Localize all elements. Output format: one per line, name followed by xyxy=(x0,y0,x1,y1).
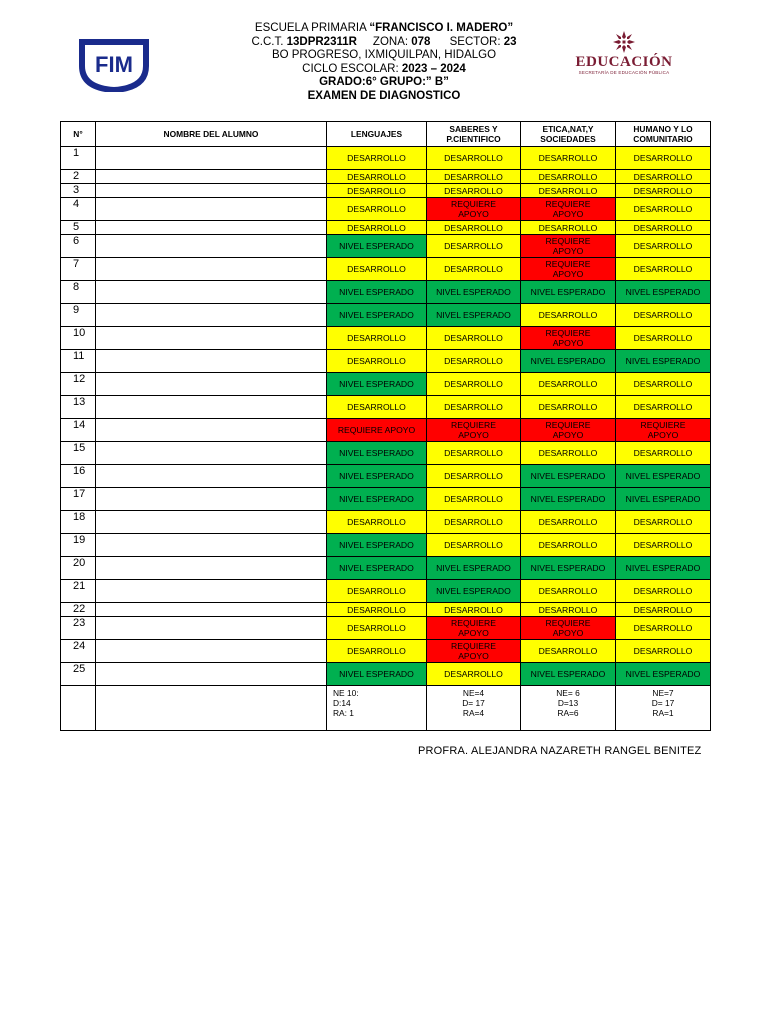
student-name-cell xyxy=(96,442,327,465)
grade-cell-etica: REQUIERE APOYO xyxy=(521,327,616,350)
grade-cell-saberes: NIVEL ESPERADO xyxy=(427,304,521,327)
education-logo-subtitle: SECRETARÍA DE EDUCACIÓN PÚBLICA xyxy=(578,70,670,75)
grade-cell-saberes: DESARROLLO xyxy=(427,221,521,235)
grade-cell-etica: DESARROLLO xyxy=(521,603,616,617)
grade-cell-humano: DESARROLLO xyxy=(616,603,711,617)
total-line: D= 17 xyxy=(462,698,485,708)
grade-cell-etica: REQUIERE APOYO xyxy=(521,235,616,258)
school-name: “FRANCISCO I. MADERO” xyxy=(369,22,514,34)
grade-cell-saberes: NIVEL ESPERADO xyxy=(427,580,521,603)
grado-line: GRADO:6° GRUPO:” B” xyxy=(319,76,449,89)
total-line: NE 10: xyxy=(333,688,359,698)
total-line: NE=4 xyxy=(462,688,485,698)
grade-cell-etica: DESARROLLO xyxy=(521,147,616,170)
grade-cell-humano: DESARROLLO xyxy=(616,170,711,184)
grade-cell-lenguajes: DESARROLLO xyxy=(327,350,427,373)
grade-cell-etica: REQUIERE APOYO xyxy=(521,258,616,281)
grade-cell-humano: DESARROLLO xyxy=(616,617,711,640)
grade-cell-etica: DESARROLLO xyxy=(521,511,616,534)
grade-cell-lenguajes: NIVEL ESPERADO xyxy=(327,488,427,511)
row-number: 2 xyxy=(61,170,96,184)
table-row xyxy=(61,465,711,488)
grade-cell-saberes: DESARROLLO xyxy=(427,663,521,686)
grade-cell-humano: DESARROLLO xyxy=(616,396,711,419)
grade-cell-saberes: REQUIERE APOYO xyxy=(427,419,521,442)
student-name-cell xyxy=(96,327,327,350)
table-row xyxy=(61,170,711,184)
cct-label: C.C.T. xyxy=(251,35,287,48)
header-etica: ETICA,NAT,Y SOCIEDADES xyxy=(521,122,616,147)
totals-saberes xyxy=(427,686,521,731)
grade-cell-etica: DESARROLLO xyxy=(521,221,616,235)
table-row xyxy=(61,603,711,617)
header-humano: HUMANO Y LO COMUNITARIO xyxy=(616,122,711,147)
total-line: NE=7 xyxy=(652,688,674,698)
grade-cell-saberes: DESARROLLO xyxy=(427,603,521,617)
grade-cell-lenguajes: DESARROLLO xyxy=(327,258,427,281)
grade-cell-humano: DESARROLLO xyxy=(616,442,711,465)
table-row xyxy=(61,511,711,534)
student-name-cell xyxy=(96,373,327,396)
row-number: 10 xyxy=(61,327,96,350)
cct-value: 13DPR2311R xyxy=(286,35,357,48)
totals-etica xyxy=(521,686,616,731)
grade-cell-etica: DESARROLLO xyxy=(521,640,616,663)
grade-cell-saberes: REQUIERE APOYO xyxy=(427,640,521,663)
flower-emblem-icon xyxy=(612,30,636,54)
table-row xyxy=(61,419,711,442)
student-name-cell xyxy=(96,534,327,557)
grade-cell-etica: NIVEL ESPERADO xyxy=(521,488,616,511)
student-name-cell xyxy=(96,419,327,442)
address-line: BO PROGRESO, IXMIQUILPAN, HIDALGO xyxy=(271,49,497,62)
zona-value: 078 xyxy=(411,35,431,48)
grade-cell-lenguajes: DESARROLLO xyxy=(327,396,427,419)
student-name-cell xyxy=(96,511,327,534)
grade-cell-saberes: DESARROLLO xyxy=(427,184,521,198)
grade-cell-humano: NIVEL ESPERADO xyxy=(616,663,711,686)
grade-cell-etica: REQUIERE APOYO xyxy=(521,617,616,640)
grade-cell-saberes: DESARROLLO xyxy=(427,327,521,350)
grade-cell-saberes: DESARROLLO xyxy=(427,511,521,534)
table-header-row xyxy=(61,122,711,147)
table-row xyxy=(61,350,711,373)
sector-value: 23 xyxy=(503,35,517,48)
grade-cell-lenguajes: DESARROLLO xyxy=(327,603,427,617)
teacher-signature: PROFRA. ALEJANDRA NAZARETH RANGEL BENITEZ xyxy=(418,745,702,757)
table-row xyxy=(61,198,711,221)
grade-cell-humano: DESARROLLO xyxy=(616,258,711,281)
grade-cell-etica: DESARROLLO xyxy=(521,184,616,198)
grade-cell-lenguajes: DESARROLLO xyxy=(327,580,427,603)
student-name-cell xyxy=(96,235,327,258)
student-name-cell xyxy=(96,580,327,603)
row-number: 4 xyxy=(61,198,96,221)
table-row xyxy=(61,640,711,663)
row-number: 12 xyxy=(61,373,96,396)
grade-cell-saberes: NIVEL ESPERADO xyxy=(427,281,521,304)
grade-cell-etica: DESARROLLO xyxy=(521,170,616,184)
sector-label: SECTOR: xyxy=(449,35,504,48)
school-name-line xyxy=(160,22,608,36)
student-name-cell xyxy=(96,603,327,617)
grade-cell-humano: NIVEL ESPERADO xyxy=(616,465,711,488)
table-row xyxy=(61,396,711,419)
table-row xyxy=(61,221,711,235)
table-row xyxy=(61,580,711,603)
grade-cell-saberes: REQUIERE APOYO xyxy=(427,198,521,221)
exam-title: EXAMEN DE DIAGNOSTICO xyxy=(307,89,461,102)
student-name-cell xyxy=(96,617,327,640)
ciclo-line xyxy=(160,63,608,77)
grade-cell-humano: DESARROLLO xyxy=(616,198,711,221)
total-line: RA=1 xyxy=(652,708,674,718)
grade-cell-lenguajes: DESARROLLO xyxy=(327,511,427,534)
grade-cell-humano: DESARROLLO xyxy=(616,640,711,663)
school-label: ESCUELA PRIMARIA xyxy=(254,22,370,34)
school-logo-text: FIM xyxy=(95,52,133,77)
grades-table xyxy=(60,121,711,731)
total-line: NE= 6 xyxy=(556,688,580,698)
grade-cell-lenguajes: DESARROLLO xyxy=(327,221,427,235)
grade-cell-saberes: DESARROLLO xyxy=(427,396,521,419)
row-number: 16 xyxy=(61,465,96,488)
totals-lenguajes xyxy=(327,686,427,731)
student-name-cell xyxy=(96,488,327,511)
row-number: 13 xyxy=(61,396,96,419)
student-name-cell xyxy=(96,147,327,170)
grade-cell-lenguajes: DESARROLLO xyxy=(327,184,427,198)
ciclo-value: 2023 – 2024 xyxy=(401,62,466,75)
grade-cell-etica: NIVEL ESPERADO xyxy=(521,465,616,488)
grade-cell-saberes: DESARROLLO xyxy=(427,488,521,511)
grade-cell-humano: DESARROLLO xyxy=(616,147,711,170)
grade-cell-etica: DESARROLLO xyxy=(521,304,616,327)
grade-cell-saberes: DESARROLLO xyxy=(427,147,521,170)
grade-cell-lenguajes: NIVEL ESPERADO xyxy=(327,235,427,258)
school-logo xyxy=(78,36,150,92)
grade-cell-etica: DESARROLLO xyxy=(521,442,616,465)
totals-humano xyxy=(616,686,711,731)
grade-cell-etica: DESARROLLO xyxy=(521,396,616,419)
row-number: 11 xyxy=(61,350,96,373)
student-name-cell xyxy=(96,663,327,686)
table-row xyxy=(61,147,711,170)
grade-cell-humano: NIVEL ESPERADO xyxy=(616,281,711,304)
student-name-cell xyxy=(96,170,327,184)
grade-cell-saberes: DESARROLLO xyxy=(427,350,521,373)
header-name: NOMBRE DEL ALUMNO xyxy=(96,122,327,147)
table-row xyxy=(61,258,711,281)
grade-cell-etica: REQUIERE APOYO xyxy=(521,198,616,221)
total-line: RA: 1 xyxy=(333,708,354,718)
table-row xyxy=(61,557,711,580)
grade-cell-humano: REQUIERE APOYO xyxy=(616,419,711,442)
grade-cell-lenguajes: DESARROLLO xyxy=(327,327,427,350)
grade-cell-lenguajes: DESARROLLO xyxy=(327,640,427,663)
grade-cell-lenguajes: DESARROLLO xyxy=(327,147,427,170)
table-row xyxy=(61,281,711,304)
grade-cell-lenguajes: DESARROLLO xyxy=(327,170,427,184)
header-saberes: SABERES Y P.CIENTIFICO xyxy=(427,122,521,147)
grade-cell-saberes: NIVEL ESPERADO xyxy=(427,557,521,580)
table-row xyxy=(61,617,711,640)
table-row xyxy=(61,373,711,396)
row-number: 21 xyxy=(61,580,96,603)
table-row xyxy=(61,488,711,511)
total-line: D= 17 xyxy=(651,698,675,708)
student-name-cell xyxy=(96,198,327,221)
student-name-cell xyxy=(96,304,327,327)
row-number: 23 xyxy=(61,617,96,640)
grade-cell-humano: DESARROLLO xyxy=(616,235,711,258)
grade-cell-lenguajes: DESARROLLO xyxy=(327,617,427,640)
student-name-cell xyxy=(96,396,327,419)
grade-cell-etica: DESARROLLO xyxy=(521,373,616,396)
table-body xyxy=(61,147,711,686)
grade-cell-lenguajes: NIVEL ESPERADO xyxy=(327,663,427,686)
grade-cell-etica: REQUIERE APOYO xyxy=(521,419,616,442)
row-number: 24 xyxy=(61,640,96,663)
grade-cell-etica: NIVEL ESPERADO xyxy=(521,557,616,580)
grade-cell-humano: NIVEL ESPERADO xyxy=(616,488,711,511)
row-number: 19 xyxy=(61,534,96,557)
student-name-cell xyxy=(96,557,327,580)
grade-cell-lenguajes: NIVEL ESPERADO xyxy=(327,442,427,465)
grade-cell-humano: DESARROLLO xyxy=(616,511,711,534)
header-lenguajes: LENGUAJES xyxy=(327,122,427,147)
grade-cell-saberes: DESARROLLO xyxy=(427,258,521,281)
grade-cell-lenguajes: REQUIERE APOYO xyxy=(327,419,427,442)
grade-cell-etica: DESARROLLO xyxy=(521,580,616,603)
row-number: 1 xyxy=(61,147,96,170)
grade-cell-etica: NIVEL ESPERADO xyxy=(521,281,616,304)
totals-num-cell xyxy=(61,686,96,731)
grade-cell-saberes: DESARROLLO xyxy=(427,373,521,396)
row-number: 9 xyxy=(61,304,96,327)
row-number: 25 xyxy=(61,663,96,686)
row-number: 7 xyxy=(61,258,96,281)
student-name-cell xyxy=(96,281,327,304)
grade-cell-saberes: REQUIERE APOYO xyxy=(427,617,521,640)
total-line: D:14 xyxy=(333,698,351,708)
grade-cell-saberes: DESARROLLO xyxy=(427,534,521,557)
row-number: 14 xyxy=(61,419,96,442)
student-name-cell xyxy=(96,184,327,198)
cct-line xyxy=(160,36,608,50)
row-number: 8 xyxy=(61,281,96,304)
grade-cell-lenguajes: NIVEL ESPERADO xyxy=(327,281,427,304)
student-name-cell xyxy=(96,221,327,235)
education-logo-text: EDUCACIÓN xyxy=(575,54,673,70)
table-row xyxy=(61,534,711,557)
total-line: RA=4 xyxy=(462,708,485,718)
row-number: 17 xyxy=(61,488,96,511)
document-header xyxy=(160,22,608,104)
grade-cell-humano: DESARROLLO xyxy=(616,534,711,557)
student-name-cell xyxy=(96,258,327,281)
row-number: 5 xyxy=(61,221,96,235)
grade-cell-saberes: DESARROLLO xyxy=(427,465,521,488)
grade-cell-saberes: DESARROLLO xyxy=(427,170,521,184)
grade-cell-humano: NIVEL ESPERADO xyxy=(616,350,711,373)
row-number: 20 xyxy=(61,557,96,580)
grade-cell-etica: NIVEL ESPERADO xyxy=(521,350,616,373)
grade-cell-humano: DESARROLLO xyxy=(616,184,711,198)
grade-cell-saberes: DESARROLLO xyxy=(427,442,521,465)
zona-label: ZONA: xyxy=(372,35,412,48)
row-number: 22 xyxy=(61,603,96,617)
row-number: 15 xyxy=(61,442,96,465)
grade-cell-humano: DESARROLLO xyxy=(616,327,711,350)
totals-name-cell xyxy=(96,686,327,731)
header-num: N° xyxy=(61,122,96,147)
table-row xyxy=(61,327,711,350)
totals-row xyxy=(61,686,711,731)
student-name-cell xyxy=(96,640,327,663)
grade-cell-lenguajes: NIVEL ESPERADO xyxy=(327,304,427,327)
ciclo-label: CICLO ESCOLAR: xyxy=(302,62,402,75)
grade-cell-humano: DESARROLLO xyxy=(616,304,711,327)
total-line: D=13 xyxy=(557,698,579,708)
table-row xyxy=(61,235,711,258)
grade-cell-etica: DESARROLLO xyxy=(521,534,616,557)
grade-cell-lenguajes: DESARROLLO xyxy=(327,198,427,221)
table-row xyxy=(61,184,711,198)
grade-cell-humano: DESARROLLO xyxy=(616,580,711,603)
grade-cell-humano: NIVEL ESPERADO xyxy=(616,557,711,580)
table-row xyxy=(61,663,711,686)
row-number: 6 xyxy=(61,235,96,258)
grade-cell-lenguajes: NIVEL ESPERADO xyxy=(327,557,427,580)
row-number: 18 xyxy=(61,511,96,534)
table-row xyxy=(61,442,711,465)
grade-cell-etica: NIVEL ESPERADO xyxy=(521,663,616,686)
table-row xyxy=(61,304,711,327)
row-number: 3 xyxy=(61,184,96,198)
total-line: RA=6 xyxy=(557,708,579,718)
grade-cell-humano: DESARROLLO xyxy=(616,221,711,235)
grade-cell-saberes: DESARROLLO xyxy=(427,235,521,258)
student-name-cell xyxy=(96,465,327,488)
student-name-cell xyxy=(96,350,327,373)
grade-cell-lenguajes: NIVEL ESPERADO xyxy=(327,373,427,396)
grade-cell-lenguajes: NIVEL ESPERADO xyxy=(327,534,427,557)
grade-cell-humano: DESARROLLO xyxy=(616,373,711,396)
grade-cell-lenguajes: NIVEL ESPERADO xyxy=(327,465,427,488)
